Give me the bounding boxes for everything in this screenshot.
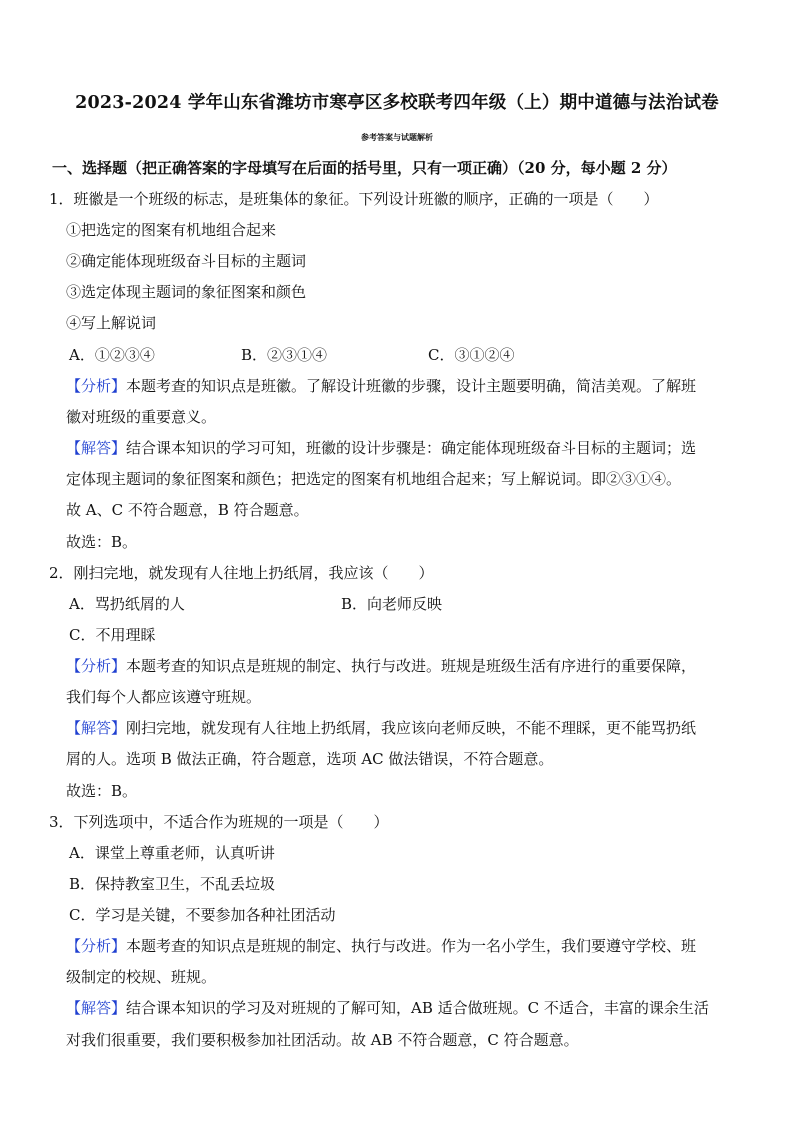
question-1-item: ④写上解说词 bbox=[66, 314, 157, 332]
question-3-analysis bbox=[66, 936, 696, 956]
question-2-option-a: A．骂扔纸屑的人 bbox=[69, 595, 185, 613]
answer-tag: 【解答】 bbox=[66, 999, 127, 1017]
analysis-text: 本题考查的知识点是班规的制定、执行与改进。班规是班级生活有序进行的重要保障， bbox=[126, 657, 697, 675]
answer-tag: 【解答】 bbox=[66, 439, 127, 457]
question-1-answer bbox=[66, 438, 696, 458]
question-1-analysis-cont: 徽对班级的重要意义。 bbox=[66, 408, 217, 426]
question-2-answer bbox=[66, 718, 696, 738]
question-2-answer-cont: 屑的人。选项 B 做法正确，符合题意，选项 AC 做法错误，不符合题意。 bbox=[66, 750, 554, 768]
question-2-analysis-cont: 我们每个人都应该遵守班规。 bbox=[66, 688, 262, 706]
question-1-analysis bbox=[66, 376, 696, 396]
answer-text: 结合课本知识的学习可知，班徽的设计步骤是：确定能体现班级奋斗目标的主题词；选 bbox=[126, 439, 697, 457]
question-2-choice: 故选：B。 bbox=[66, 782, 138, 800]
question-1-choice: 故选：B。 bbox=[66, 533, 138, 551]
question-1-stem: 1．班徽是一个班级的标志，是班集体的象征。下列设计班徽的顺序，正确的一项是（ ） bbox=[49, 190, 659, 208]
page-title: 2023-2024 学年山东省潍坊市寒亭区多校联考四年级（上）期中道德与法治试卷 bbox=[75, 93, 719, 113]
answer-text: 结合课本知识的学习及对班规的了解可知，AB 适合做班规。C 不适合，丰富的课余生活 bbox=[126, 999, 709, 1017]
question-1-item: ①把选定的图案有机地组合起来 bbox=[66, 221, 277, 239]
question-2-option-b: B．向老师反映 bbox=[341, 595, 443, 613]
question-1-option-b: B．②③①④ bbox=[241, 346, 328, 364]
analysis-tag: 【分析】 bbox=[66, 937, 127, 955]
analysis-tag: 【分析】 bbox=[66, 657, 127, 675]
question-1-option-c: C．③①②④ bbox=[428, 346, 515, 364]
analysis-text: 本题考查的知识点是班规的制定、执行与改进。作为一名小学生，我们要遵守学校、班 bbox=[126, 937, 697, 955]
section-heading: 一、选择题（把正确答案的字母填写在后面的括号里，只有一项正确）（20 分，每小题 2 分） bbox=[52, 159, 677, 177]
question-1-answer-cont: 定体现主题词的象征图案和颜色；把选定的图案有机地组合起来；写上解说词。即②③①④。 bbox=[66, 470, 682, 488]
question-2-analysis bbox=[66, 656, 696, 676]
question-2-stem: 2．刚扫完地，就发现有人往地上扔纸屑，我应该（ ） bbox=[49, 564, 434, 582]
question-3-option-a: A．课堂上尊重老师，认真听讲 bbox=[69, 844, 275, 862]
question-3-analysis-cont: 级制定的校规、班规。 bbox=[66, 968, 217, 986]
question-1-item: ③选定体现主题词的象征图案和颜色 bbox=[66, 283, 307, 301]
question-3-option-c: C．学习是关键，不要参加各种社团活动 bbox=[69, 906, 336, 924]
question-3-option-b: B．保持教室卫生，不乱丢垃圾 bbox=[69, 875, 276, 893]
question-2-option-c: C．不用理睬 bbox=[69, 626, 156, 644]
question-1-answer-cont: 故 A、C 不符合题意，B 符合题意。 bbox=[66, 501, 309, 519]
page-subtitle: 参考答案与试题解析 bbox=[361, 132, 433, 142]
answer-tag: 【解答】 bbox=[66, 719, 127, 737]
question-1-option-a: A．①②③④ bbox=[69, 346, 155, 364]
question-1-item: ②确定能体现班级奋斗目标的主题词 bbox=[66, 252, 307, 270]
question-3-answer bbox=[66, 998, 709, 1018]
answer-text: 刚扫完地，就发现有人往地上扔纸屑，我应该向老师反映，不能不理睬，更不能骂扔纸 bbox=[126, 719, 697, 737]
analysis-text: 本题考查的知识点是班徽。了解设计班徽的步骤，设计主题要明确，简洁美观。了解班 bbox=[126, 377, 697, 395]
question-3-stem: 3．下列选项中，不适合作为班规的一项是（ ） bbox=[49, 813, 389, 831]
analysis-tag: 【分析】 bbox=[66, 377, 127, 395]
question-3-answer-cont: 对我们很重要，我们要积极参加社团活动。故 AB 不符合题意，C 符合题意。 bbox=[66, 1031, 579, 1049]
